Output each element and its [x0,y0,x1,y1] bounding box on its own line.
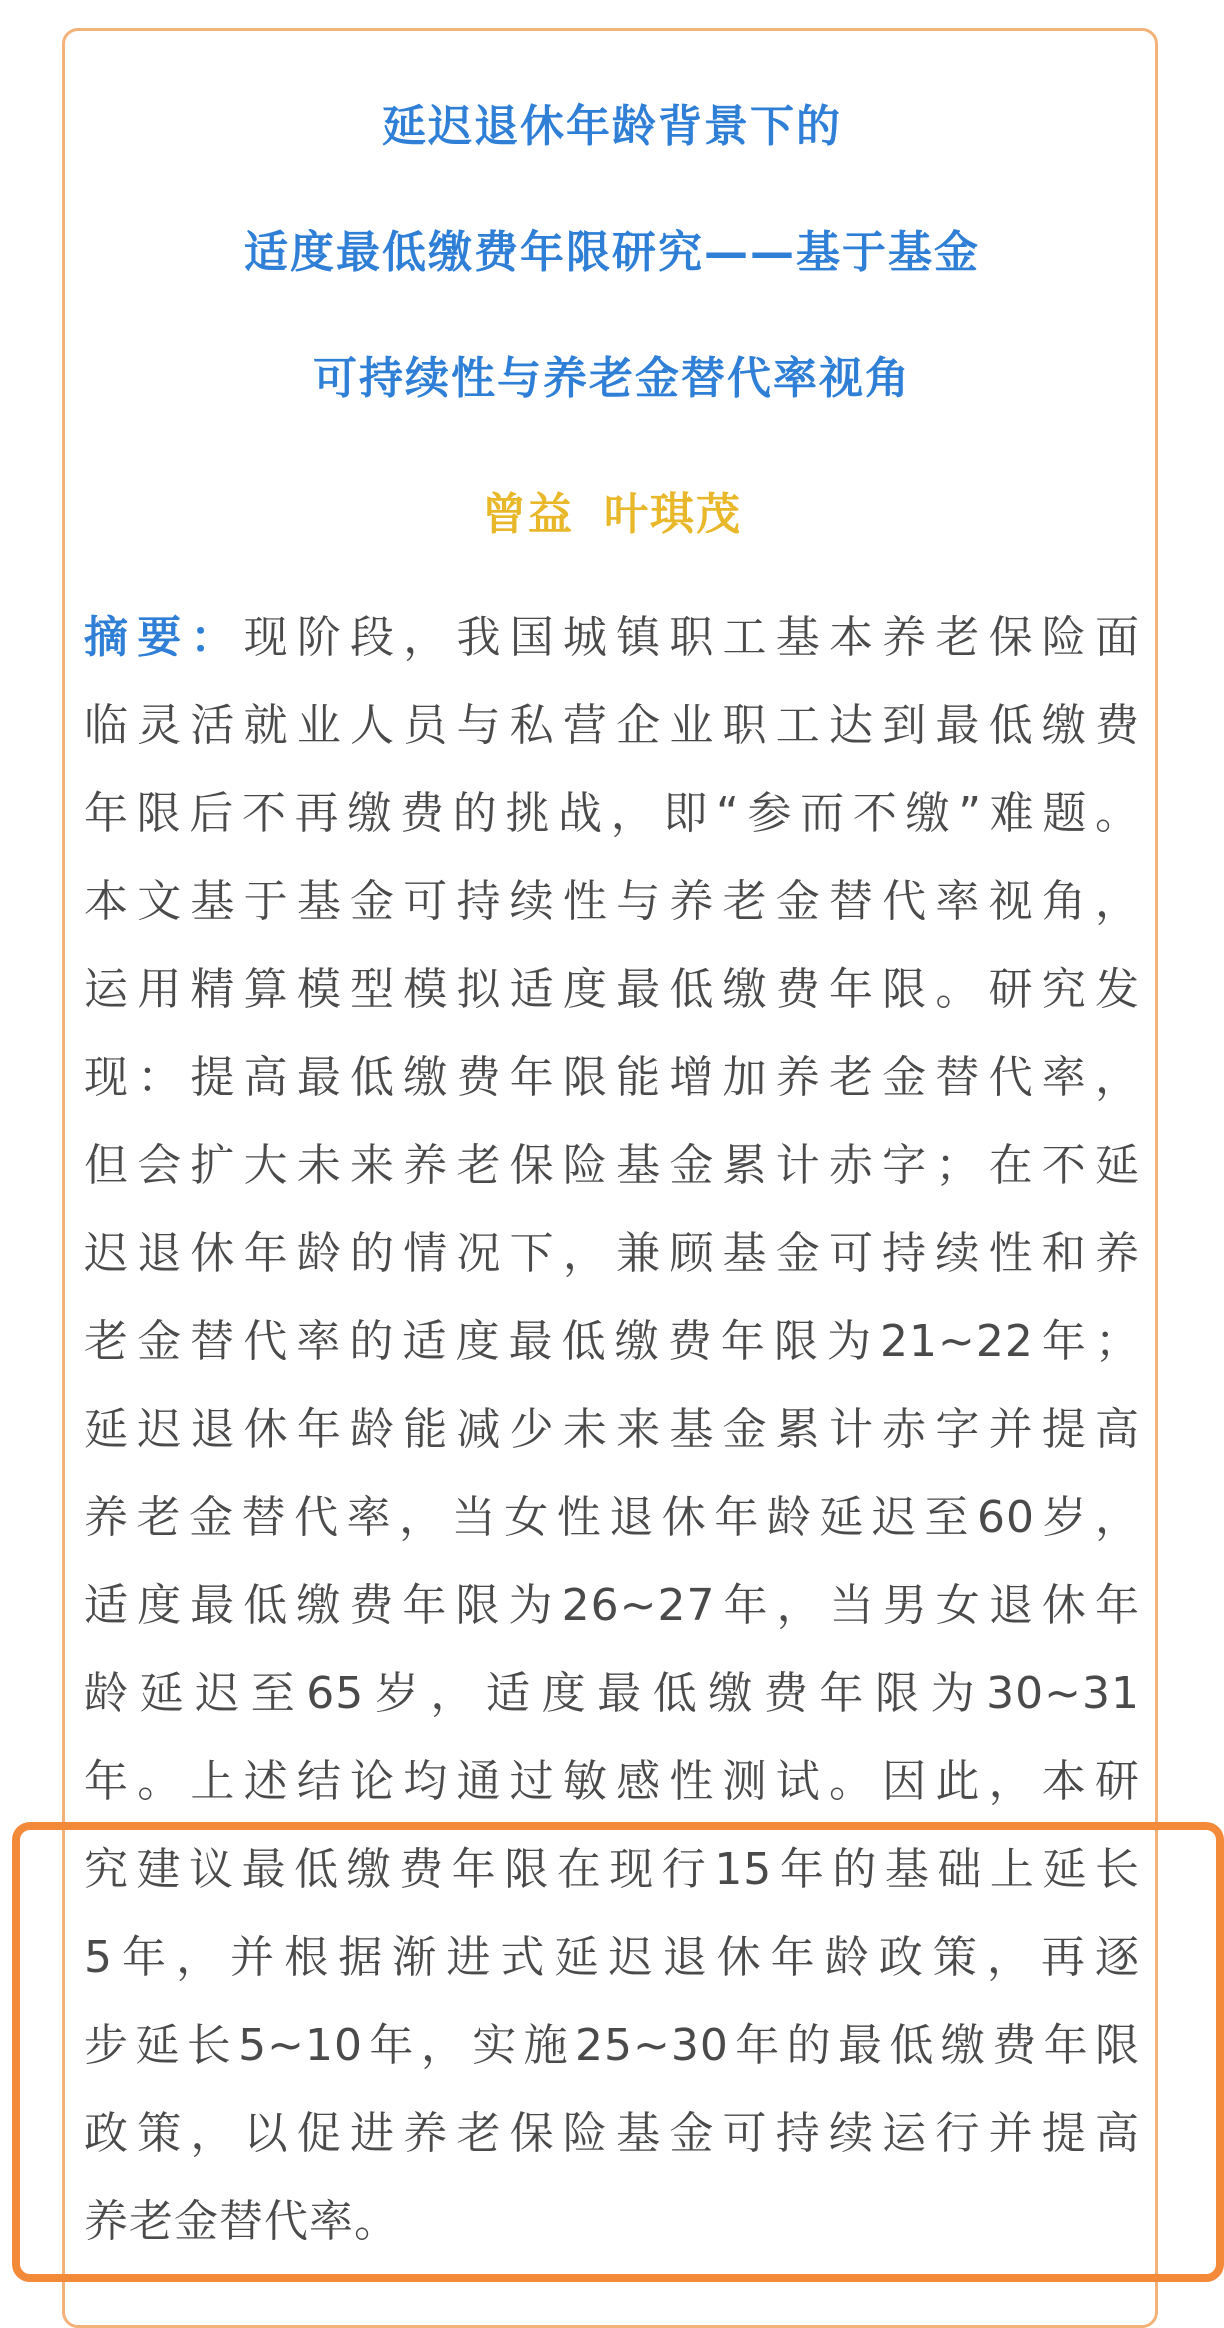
abstract-line: 年。上述结论均通过敏感性测试。因此，本研 [84,1756,1140,1807]
article-title-line-3: 可持续性与养老金替代率视角 [313,353,911,404]
abstract-line: 适度最低缴费年限为26~27年，当男女退休年 [84,1580,1140,1631]
abstract-line: 现：提高最低缴费年限能增加养老金替代率， [84,1052,1140,1103]
abstract-line: 本文基于基金可持续性与养老金替代率视角， [84,876,1140,927]
abstract-line: 年限后不再缴费的挑战，即“参而不缴”难题。 [84,788,1140,839]
abstract-label: 摘要： [84,612,244,663]
article-title-line-1: 延迟退休年龄背景下的 [382,101,842,152]
abstract-line: 延迟退休年龄能减少未来基金累计赤字并提高 [84,1404,1140,1455]
abstract-line: 临灵活就业人员与私营企业职工达到最低缴费 [84,700,1140,751]
abstract-line: 5年，并根据渐进式延迟退休年龄政策，再逐 [84,1932,1140,1983]
abstract-line: 运用精算模型模拟适度最低缴费年限。研究发 [84,964,1140,1015]
authors [0,478,1224,542]
abstract-line: 究建议最低缴费年限在现行15年的基础上延长 [84,1844,1140,1895]
article-title-line-2: 适度最低缴费年限研究——基于基金 [244,227,980,278]
abstract-line: 步延长5~10年，实施25~30年的最低缴费年限 [84,2020,1140,2071]
abstract-line [84,594,1140,682]
abstract-line: 老金替代率的适度最低缴费年限为21~22年； [84,1316,1140,1367]
abstract-line: 迟退休年龄的情况下，兼顾基金可持续性和养 [84,1228,1140,1279]
author-name: 曾益 [482,489,574,540]
abstract [84,594,1140,2266]
abstract-line: 养老金替代率。 [84,2196,399,2247]
abstract-first-line-text: 现阶段，我国城镇职工基本养老保险面 [243,612,1141,663]
abstract-line: 政策，以促进养老保险基金可持续运行并提高 [84,2108,1140,2159]
author-name: 叶琪茂 [604,489,742,540]
abstract-line: 龄延迟至65岁，适度最低缴费年限为30~31 [84,1668,1140,1719]
abstract-line: 养老金替代率，当女性退休年龄延迟至60岁， [84,1492,1140,1543]
abstract-line: 但会扩大未来养老保险基金累计赤字；在不延 [84,1140,1140,1191]
